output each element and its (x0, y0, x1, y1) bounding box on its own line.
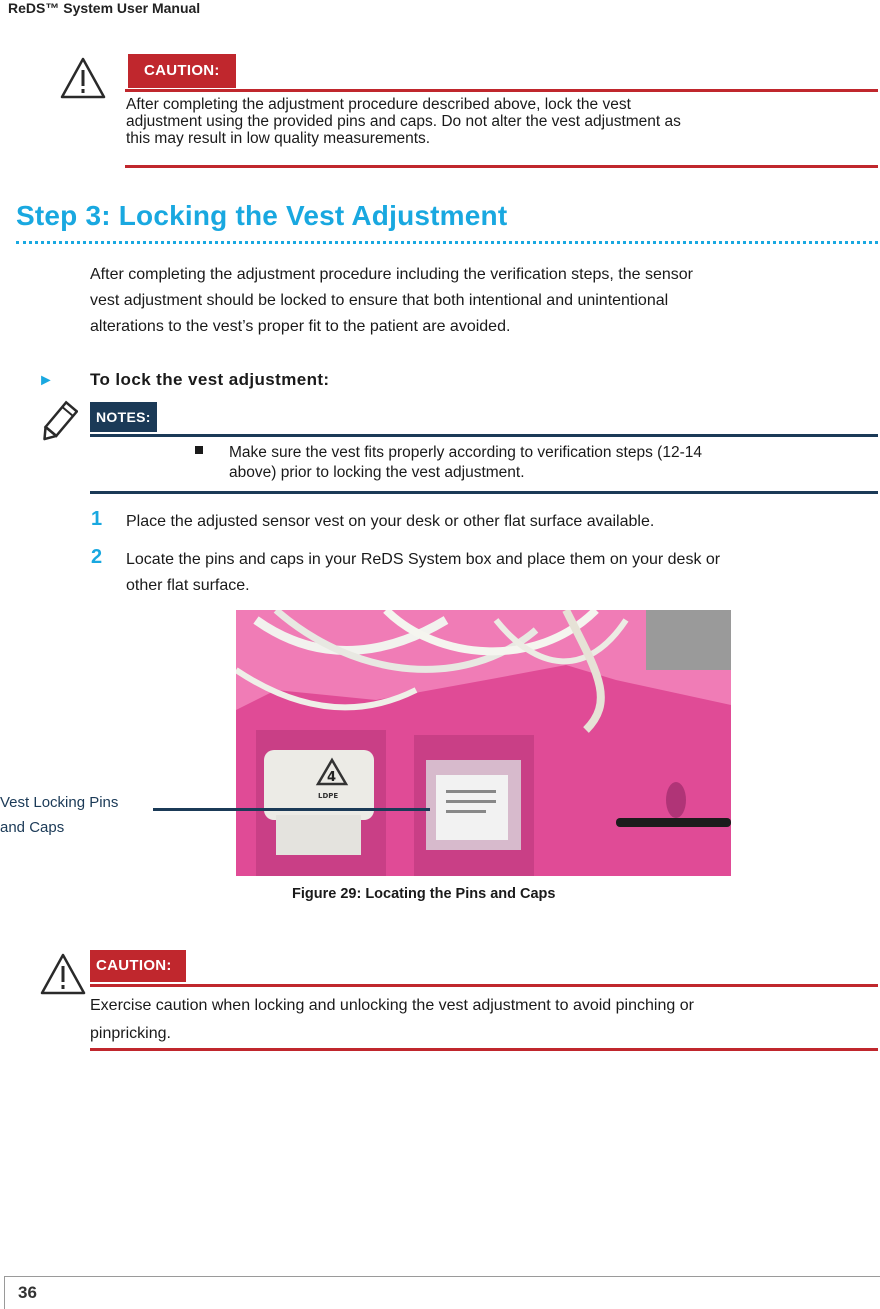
recycle-number: 4 (327, 770, 337, 785)
callout-line-text: and Caps (0, 819, 65, 836)
heading-dotted-rule (16, 241, 878, 244)
caution-bottom-line: pinpricking. (90, 1025, 171, 1042)
caution-bottom-text (90, 992, 878, 1048)
caution-top-line: After completing the adjustment procedure described above, lock the vest (126, 96, 631, 113)
step-number: 1 (91, 508, 103, 530)
step-text: Place the adjusted sensor vest on your desk or other flat surface available. (126, 513, 655, 530)
notes-top-rule (90, 434, 878, 437)
caution-top-line: adjustment using the provided pins and caps. Do not alter the vest adjustment as (126, 113, 681, 130)
notes-bottom-rule (90, 491, 878, 494)
procedure-title: To lock the vest adjustment: (90, 370, 330, 389)
paragraph-line: vest adjustment should be locked to ensure that both intentional and unintentional (90, 292, 669, 309)
note-text (229, 443, 869, 483)
caution-bottom-top-rule (90, 984, 878, 987)
procedure-arrow-icon: ► (38, 372, 54, 389)
callout-line-text: Vest Locking Pins (0, 794, 119, 811)
step-number: 2 (91, 546, 103, 568)
note-line: above) prior to locking the vest adjustment. (229, 464, 525, 481)
figure-photo (236, 610, 731, 876)
warning-triangle-icon (60, 56, 106, 100)
caution-top-bottom-rule (125, 165, 878, 168)
warning-triangle-icon (40, 952, 86, 996)
page-number: 36 (18, 1283, 37, 1302)
step-line: other flat surface. (126, 577, 250, 594)
section-heading: Step 3: Locking the Vest Adjustment (16, 200, 508, 231)
caution-label: CAUTION: (90, 950, 186, 982)
caution-bottom-line: Exercise caution when locking and unlocking the vest adjustment to avoid pinching or (90, 997, 694, 1014)
paragraph-line: alterations to the vest’s proper fit to the patient are avoided. (90, 318, 511, 335)
recycle-text: LDPE (318, 792, 339, 800)
note-line: Make sure the vest fits properly according to verification steps (12-14 (229, 444, 702, 461)
caution-bottom-rule (90, 1048, 878, 1051)
step-text (126, 547, 878, 599)
paragraph-line: After completing the adjustment procedure including the verification steps, the sensor (90, 266, 693, 283)
manual-title: ReDS™ System User Manual (8, 0, 201, 16)
pencil-note-icon (38, 400, 78, 446)
caution-top-line: this may result in low quality measurements. (126, 130, 431, 147)
section-paragraph (90, 262, 880, 340)
step-line: Locate the pins and caps in your ReDS System box and place them on your desk or (126, 551, 721, 568)
figure-callout-label (0, 790, 118, 840)
pins-and-caps-photo (236, 610, 731, 876)
figure-caption: Figure 29: Locating the Pins and Caps (292, 886, 556, 902)
notes-label: NOTES: (90, 402, 157, 432)
note-bullet (195, 446, 203, 454)
footer-frame (4, 1276, 880, 1309)
figure-callout-leader (153, 808, 430, 811)
caution-label: CAUTION: (128, 54, 236, 88)
caution-top-rule (125, 89, 878, 92)
caution-top-text (126, 96, 878, 147)
